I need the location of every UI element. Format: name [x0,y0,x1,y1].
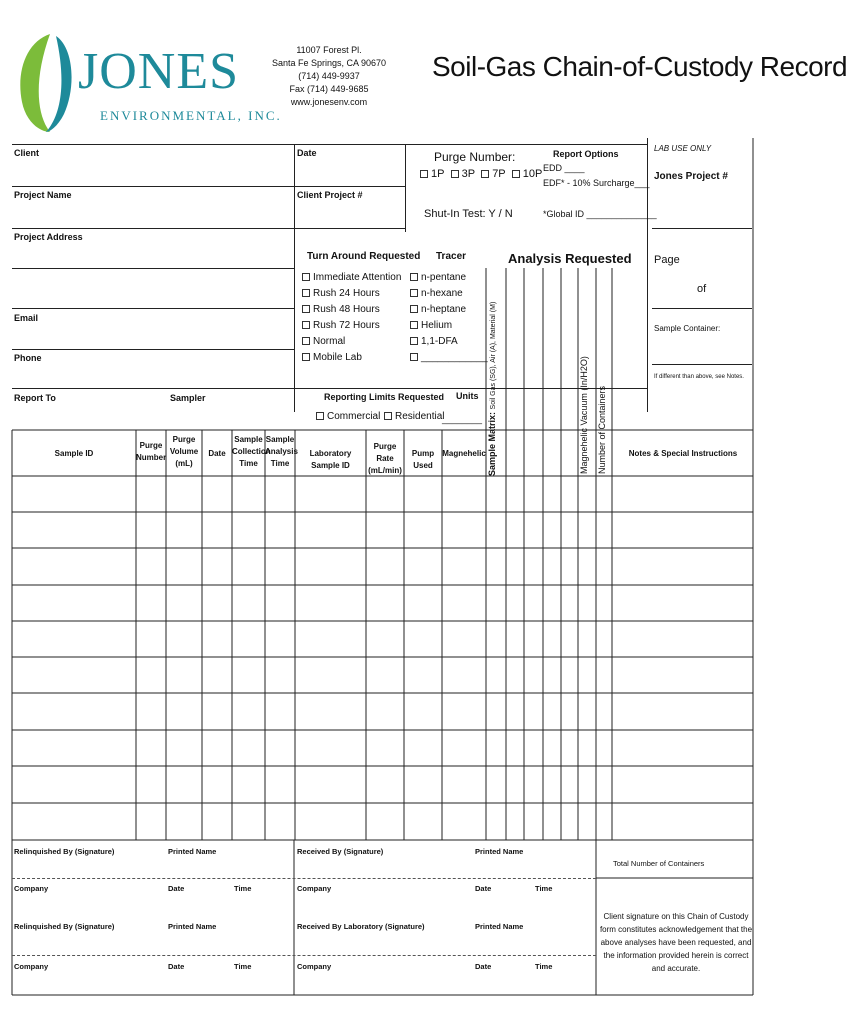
leaf-logo-icon [16,28,78,138]
units-label: Units [456,391,479,401]
total-containers-label: Total Number of Containers [613,859,705,868]
if-different-note: If different than above, see Notes. [654,374,744,380]
company-label-4[interactable]: Company [297,962,332,971]
relinquished-label-1[interactable]: Relinquished By (Signature) [14,847,115,856]
col-sample-collection: Sample Collection Time [232,435,271,468]
tracer-n-hexane[interactable]: n-hexane [410,286,463,302]
date-label: Date [297,148,317,158]
turnaround-rush48[interactable]: Rush 48 Hours [302,302,380,318]
reporting-limits-label: Reporting Limits Requested [324,392,445,402]
reporting-residential[interactable]: Residential [384,409,444,425]
company-label-3[interactable]: Company [14,962,49,971]
edd-option[interactable]: EDD ____ [543,163,585,173]
col-date: Date [208,449,226,458]
tracer-n-heptane[interactable]: n-heptane [410,302,466,318]
time-label-3[interactable]: Time [234,962,252,971]
date-label-2[interactable]: Date [475,884,492,893]
edf-option[interactable]: EDF* - 10% Surcharge___ [543,178,650,188]
company-logo [16,28,282,138]
sample-matrix-label: Sample Matrix: Soil Gas (SG), Air (A), Material (M) [487,301,497,476]
page-of-label: of [697,283,707,295]
page-title: Soil-Gas Chain-of-Custody Record [432,51,847,82]
sampler-label: Sampler [170,393,206,403]
time-label-1[interactable]: Time [234,884,252,893]
project-address-label: Project Address [14,232,83,242]
turnaround-rush72[interactable]: Rush 72 Hours [302,318,380,334]
sample-container-label: Sample Container: [654,324,721,333]
company-label-1[interactable]: Company [14,884,49,893]
lab-use-only-label: LAB USE ONLY [654,144,712,153]
turnaround-rush24[interactable]: Rush 24 Hours [302,286,380,302]
date-label-4[interactable]: Date [475,962,492,971]
col-purge-rate: Purge Rate (mL/min) [368,442,402,475]
time-label-4[interactable]: Time [535,962,553,971]
report-options-label: Report Options [553,149,619,159]
page-label: Page [654,254,680,266]
number-of-containers-label: Number of Containers [597,385,607,474]
email-label: Email [14,313,39,323]
relinquished-label-2[interactable]: Relinquished By (Signature) [14,922,115,931]
purge-option-10p[interactable]: 10P [512,168,543,180]
turnaround-label: Turn Around Requested [307,251,421,262]
col-sample-analysis: Sample Analysis Time [265,435,298,468]
purge-option-7p[interactable]: 7P [481,168,505,180]
client-label: Client [14,148,40,158]
tracer-n-pentane[interactable]: n-pentane [410,270,466,286]
printed-name-label-2[interactable]: Printed Name [475,847,524,856]
global-id-field[interactable]: *Global ID ______________ [543,209,657,219]
client-project-label: Client Project # [297,190,363,200]
turnaround-normal[interactable]: Normal [302,334,345,350]
purge-option-3p[interactable]: 3P [451,168,475,180]
turnaround-immediate[interactable]: Immediate Attention [302,270,401,286]
phone-label: Phone [14,353,42,363]
units-field[interactable]: ________ [442,414,483,424]
col-notes: Notes & Special Instructions [628,449,738,458]
company-address: 11007 Forest Pl. Santa Fe Springs, CA 90670 (714) 449-9937 Fax (714) 449-9685 www.jonesenv.com [271,45,387,107]
purge-option-1p[interactable]: 1P [420,168,444,180]
col-purge-number: Purge Number [136,441,167,462]
col-pump-used: Pump Used [411,449,435,470]
col-lab-sample-id: Laboratory Sample ID [309,449,352,470]
received-lab-label[interactable]: Received By Laboratory (Signature) [297,922,425,931]
received-label-1[interactable]: Received By (Signature) [297,847,384,856]
col-sample-id: Sample ID [54,449,94,458]
tracer-label: Tracer [436,251,467,262]
date-label-1[interactable]: Date [168,884,185,893]
purge-number-label: Purge Number: [434,150,516,164]
tracer-other[interactable]: ____________ [410,350,488,366]
shut-in-test[interactable]: Shut-In Test: Y / N [424,208,513,220]
company-label-2[interactable]: Company [297,884,332,893]
project-name-label: Project Name [14,190,72,200]
company-tagline: ENVIRONMENTAL, INC. [100,108,282,123]
tracer-dfa[interactable]: 1,1-DFA [410,334,458,350]
company-name: JONES [78,43,240,100]
reporting-commercial[interactable]: Commercial [316,409,380,425]
printed-name-label-4[interactable]: Printed Name [475,922,524,931]
analysis-requested-label: Analysis Requested [508,251,632,266]
magnehelic-vacuum-label: Magnehelic Vacuum (In/H2O) [579,356,589,474]
date-label-3[interactable]: Date [168,962,185,971]
printed-name-label-3[interactable]: Printed Name [168,922,217,931]
printed-name-label-1[interactable]: Printed Name [168,847,217,856]
col-purge-volume: Purge Volume (mL) [169,435,199,468]
col-magnehelic: Magnehelic [442,449,486,458]
footer-note: Client signature on this Chain of Custody form constitutes acknowledgement that the above analyses have been requested, and the information provided herein is correct and accurate. [599,912,753,973]
turnaround-mobile-lab[interactable]: Mobile Lab [302,350,362,366]
purge-options [420,168,542,181]
tracer-helium[interactable]: Helium [410,318,452,334]
time-label-2[interactable]: Time [535,884,553,893]
jones-project-label: Jones Project # [654,171,728,182]
report-to-label: Report To [14,393,56,403]
